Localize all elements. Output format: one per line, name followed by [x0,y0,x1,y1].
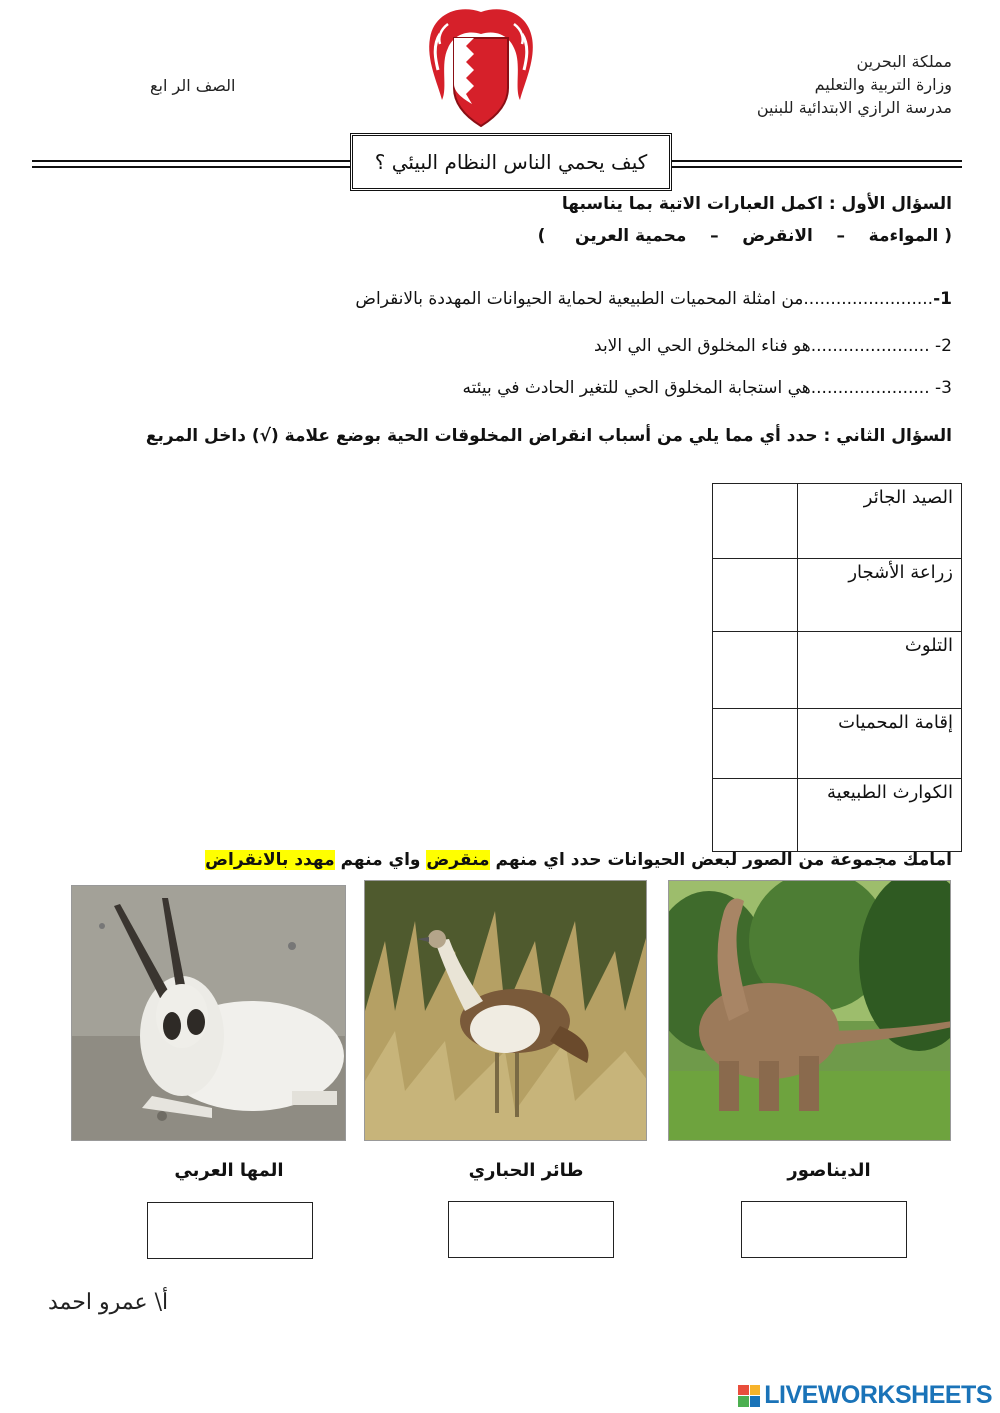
worksheet-title: كيف يحمي الناس النظام البيئي ؟ [350,133,672,191]
dinosaur-answer-box[interactable] [741,1201,907,1258]
author-signature: أ\ عمرو احمد [48,1290,169,1315]
ministry-text: وزارة التربية والتعليم [814,75,952,94]
school-info [652,50,952,119]
oryx-answer-box[interactable] [147,1202,313,1259]
table-row [713,709,962,779]
causes-table [712,483,962,852]
q1-item-1 [192,289,952,309]
bustard-photo [364,880,647,1141]
q1-item-1-number: 1- [933,289,952,309]
table-row [713,559,962,632]
q1-item-1-text: من امثلة المحميات الطبيعية لحماية الحيوانات المهددة بالانقراض [355,289,804,309]
oryx-label: المها العربي [174,1160,284,1181]
checkbox-cell[interactable] [713,484,798,559]
question1-word-bank: ( المواءمة – الانقرض – محمية العرين ) [537,226,952,246]
q1-item-2-number: 2- [935,336,952,356]
option-label: الكوارث الطبيعية [797,779,962,852]
bustard-label: طائر الحباري [468,1160,584,1181]
q1-item-3-number: 3- [935,378,952,398]
q3-prefix: امامك مجموعة من الصور لبعض الحيوانات حدد اي منهم [495,850,952,870]
q3-endangered-word: مهدد بالانقراض [205,850,335,870]
q1-item-3 [192,378,952,398]
table-row [713,632,962,709]
brand-text: LIVEWORKSHEETS [764,1381,992,1409]
question2-heading: السؤال الثاني : حدد أي مما يلي من أسباب انقراض المخلوقات الحية بوضع علامة (√) داخل المربع [145,426,952,446]
bustard-answer-box[interactable] [448,1201,614,1258]
q1-item-2-blank[interactable]: ...................... [810,336,930,356]
q1-item-2-text: هو فناء المخلوق الحي الي الابد [594,336,811,356]
q3-middle: واي منهم [340,850,421,870]
bahrain-emblem [418,4,544,132]
checkbox-cell[interactable] [713,709,798,779]
question3-heading [92,850,952,870]
option-label: زراعة الأشجار [797,559,962,632]
option-label: إقامة المحميات [797,709,962,779]
q1-item-3-blank[interactable]: ...................... [810,378,930,398]
checkbox-cell[interactable] [713,632,798,709]
liveworksheets-logo [738,1381,992,1410]
dinosaur-label: الديناصور [787,1160,871,1181]
logo-badge-icon [738,1385,760,1407]
q1-item-1-blank[interactable]: ........................ [803,289,934,309]
table-row [713,484,962,559]
oryx-photo [71,885,346,1141]
kingdom-text: مملكة البحرين [856,52,952,71]
q3-extinct-word: منقرض [426,850,490,870]
grade-text: الصف الر ابع [150,76,236,95]
question1-heading: السؤال الأول : اكمل العبارات الاتية بما يناسبها [561,194,952,214]
table-row [713,779,962,852]
dinosaur-photo [668,880,951,1141]
checkbox-cell[interactable] [713,559,798,632]
option-label: الصيد الجائر [797,484,962,559]
q1-item-3-text: هي استجابة المخلوق الحي للتغير الحادث في بيئته [462,378,811,398]
school-text: مدرسة الرازي الابتدائية للبنين [756,98,952,117]
checkbox-cell[interactable] [713,779,798,852]
option-label: التلوث [797,632,962,709]
q1-item-2 [192,336,952,356]
